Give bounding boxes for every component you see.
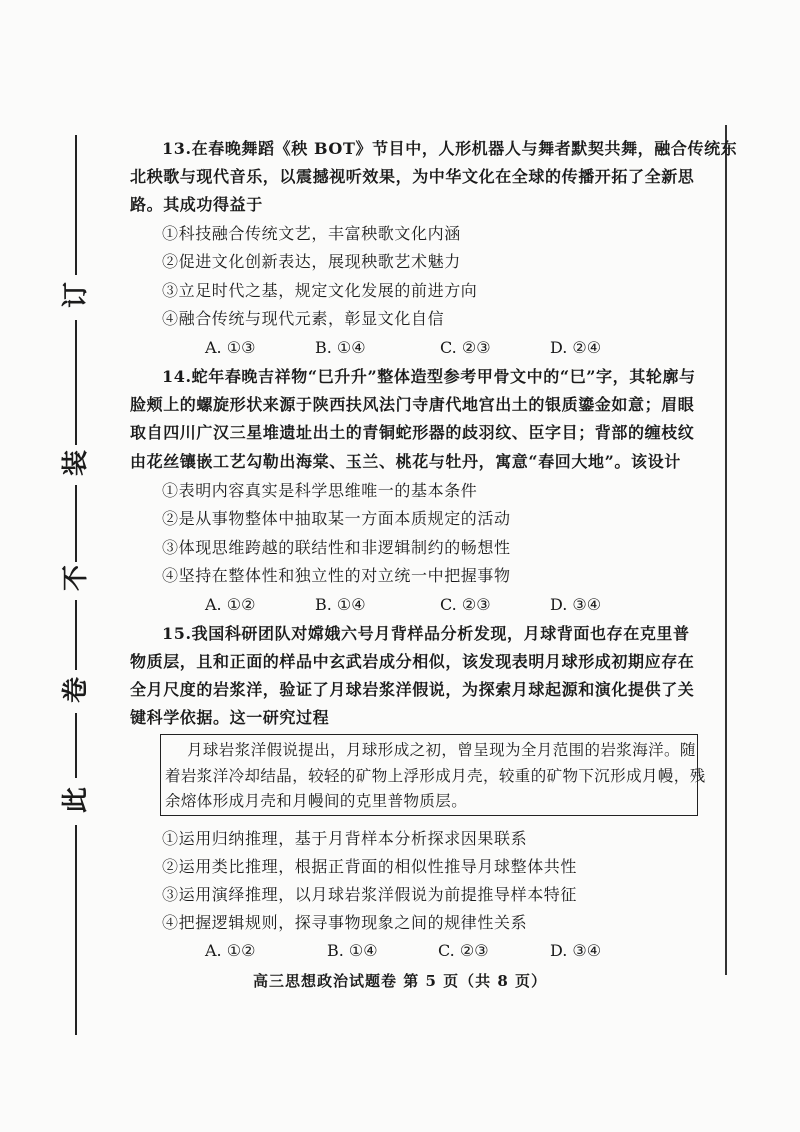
q15-option-4: ④把握逻辑规则，探寻事物现象之间的规律性关系 — [162, 913, 528, 932]
q13-stem-line-2: 北秧歌与现代音乐，以震撼视听效果，为中华文化在全球的传播开拓了全新思 — [130, 167, 695, 186]
q15-option-3: ③运用演绎推理，以月球岩浆洋假说为前提推导样本特征 — [162, 885, 578, 904]
right-margin-rule — [725, 125, 727, 975]
binding-char-ci: 此 — [61, 784, 91, 816]
q14-stem-line-1: 14.蛇年春晚吉祥物“巳升升”整体造型参考甲骨文中的“巳”字，其轮廓与 — [162, 367, 696, 386]
q14-option-1: ①表明内容真实是科学思维唯一的基本条件 — [162, 481, 478, 500]
page-footer: 高三思想政治试题卷 第 5 页（共 8 页） — [253, 972, 547, 990]
q13-stem-line-1: 13.在春晚舞蹈《秧 BOT》节目中，人形机器人与舞者默契共舞，融合传统东 — [162, 139, 738, 158]
q13-choice-d: D. ②④ — [550, 338, 602, 357]
q14-stem-line-3: 取自四川广汉三星堆遗址出土的青铜蛇形器的歧羽纹、臣字目；背部的缠枝纹 — [130, 423, 695, 442]
q14-choice-d: D. ③④ — [550, 595, 602, 614]
q15-material-box — [160, 734, 706, 816]
binding-char-ding: 订 — [61, 279, 91, 311]
q15-choice-b: B. ①④ — [327, 941, 378, 960]
q14-stem-line-2: 脸颊上的螺旋形状来源于陕西扶风法门寺唐代地宫出土的银质鎏金如意；眉眼 — [130, 395, 695, 414]
q15-option-2: ②运用类比推理，根据正背面的相似性推导月球整体共性 — [162, 857, 578, 876]
q14-choice-b: B. ①④ — [315, 595, 366, 614]
q14-option-2: ②是从事物整体中抽取某一方面本质规定的活动 — [162, 509, 511, 528]
binding-line — [75, 713, 77, 778]
q13-choice-c: C. ②③ — [440, 338, 491, 357]
q15-box-line-3: 余熔体形成月壳和月幔间的克里普物质层。 — [165, 792, 468, 810]
q15-stem-line-2: 物质层，且和正面的样品中玄武岩成分相似，该发现表明月球形成初期应存在 — [130, 652, 695, 671]
q15-stem-line-3: 全月尺度的岩浆洋，验证了月球岩浆洋假说，为探索月球起源和演化提供了关 — [130, 680, 695, 699]
binding-line — [75, 135, 77, 275]
q13-option-2: ②促进文化创新表达，展现秧歌艺术魅力 — [162, 252, 461, 271]
q15-option-1: ①运用归纳推理，基于月背样本分析探求因果联系 — [162, 829, 528, 848]
binding-margin — [60, 135, 100, 1035]
q14-option-3: ③体现思维跨越的联结性和非逻辑制约的畅想性 — [162, 538, 511, 557]
binding-line — [75, 825, 77, 1035]
q13-option-1: ①科技融合传统文艺，丰富秧歌文化内涵 — [162, 224, 461, 243]
q15-box-line-2: 着岩浆洋冷却结晶，较轻的矿物上浮形成月壳，较重的矿物下沉形成月幔，残 — [165, 767, 706, 785]
q15-box-line-1: 月球岩浆洋假说提出，月球形成之初，曾呈现为全月范围的岩浆海洋。随 — [187, 741, 696, 759]
binding-char-zhuang: 装 — [61, 447, 91, 479]
q15-choice-a: A. ①② — [205, 941, 256, 960]
q14-stem-line-4: 由花丝镶嵌工艺勾勒出海棠、玉兰、桃花与牡丹，寓意“春回大地”。该设计 — [130, 452, 681, 471]
binding-line — [75, 320, 77, 445]
q15-choice-c: C. ②③ — [438, 941, 489, 960]
q14-option-4: ④坚持在整体性和独立性的对立统一中把握事物 — [162, 566, 511, 585]
q15-stem-line-1: 15.我国科研团队对嫦娥六号月背样品分析发现，月球背面也存在克里普 — [162, 624, 690, 643]
q13-option-4: ④融合传统与现代元素，彰显文化自信 — [162, 309, 445, 328]
binding-char-bu: 不 — [61, 562, 91, 594]
binding-char-juan: 卷 — [61, 674, 91, 706]
q14-choice-a: A. ①② — [205, 595, 256, 614]
binding-line — [75, 600, 77, 670]
q13-choice-b: B. ①④ — [315, 338, 366, 357]
q13-stem-line-3: 路。其成功得益于 — [130, 195, 263, 214]
q14-choice-c: C. ②③ — [440, 595, 491, 614]
q13-option-3: ③立足时代之基，规定文化发展的前进方向 — [162, 281, 478, 300]
q13-choice-a: A. ①③ — [205, 338, 256, 357]
q15-choice-d: D. ③④ — [550, 941, 602, 960]
q15-stem-line-4: 键科学依据。这一研究过程 — [130, 708, 330, 727]
